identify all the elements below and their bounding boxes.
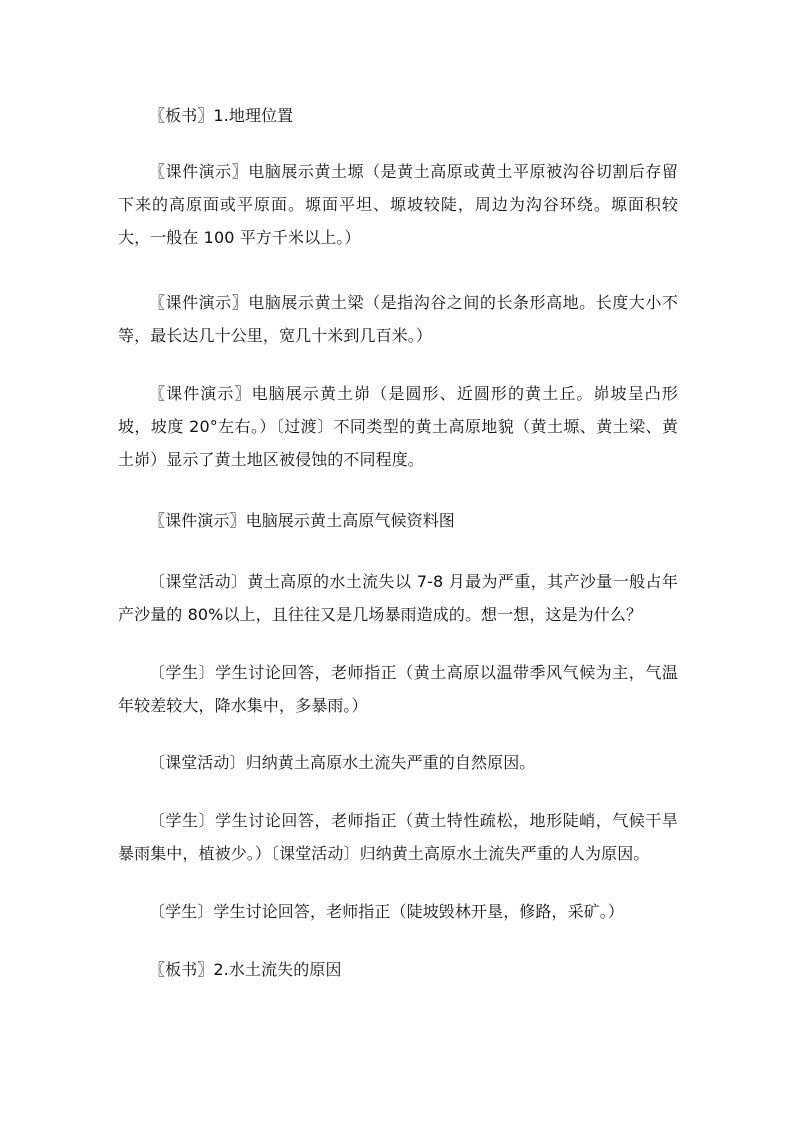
paragraph-class-activity-2: 〔课堂活动〕归纳黄土高原水土流失严重的自然原因。 [149, 753, 536, 772]
paragraph-courseware-mao: 〖课件演示〗电脑展示黄土峁（是圆形、近圆形的黄土丘。峁坡呈凸形坡，坡度 20°左右。）〔过渡〕不同类型的黄土高原地貌（黄土塬、黄土梁、黄土峁）显示了黄土地区被侵蚀的不同程度。 [118, 384, 678, 469]
paragraph-courseware-liang: 〖课件演示〗电脑展示黄土梁（是指沟谷之间的长条形高地。长度大小不等，最长达几十公里，宽几十米到几百米。） [118, 293, 678, 345]
paragraph-board-note-1: 〖板书〗1.地理位置 [149, 106, 294, 125]
paragraph-courseware-yuan: 〖课件演示〗电脑展示黄土塬（是黄土高原或黄土平原被沟谷切割后存留下来的高原面或平原面。塬面平坦、塬坡较陡，周边为沟谷环绕。塬面积较大，一般在 100 平方千米以上。） [118, 162, 678, 247]
paragraph-courseware-climate: 〖课件演示〗电脑展示黄土高原气候资料图 [149, 511, 455, 530]
paragraph-board-note-2: 〖板书〗2.水土流失的原因 [149, 960, 342, 979]
paragraph-class-activity-1: 〔课堂活动〕黄土高原的水土流失以 7-8 月最为严重，其产沙量一般占年产沙量的 80%以上，且往往又是几场暴雨造成的。想一想，这是为什么？ [118, 572, 678, 624]
paragraph-student-answer-2: 〔学生〕学生讨论回答，老师指正（黄土特性疏松，地形陡峭，气候干旱暴雨集中，植被少。）〔课堂活动〕归纳黄土高原水土流失严重的人为原因。 [118, 811, 678, 863]
paragraph-student-answer-3: 〔学生〕学生讨论回答，老师指正（陡坡毁林开垦，修路，采矿。） [149, 902, 625, 921]
paragraph-student-answer-1: 〔学生〕学生讨论回答，老师指正（黄土高原以温带季风气候为主，气温年较差较大，降水集中，多暴雨。） [118, 663, 678, 715]
